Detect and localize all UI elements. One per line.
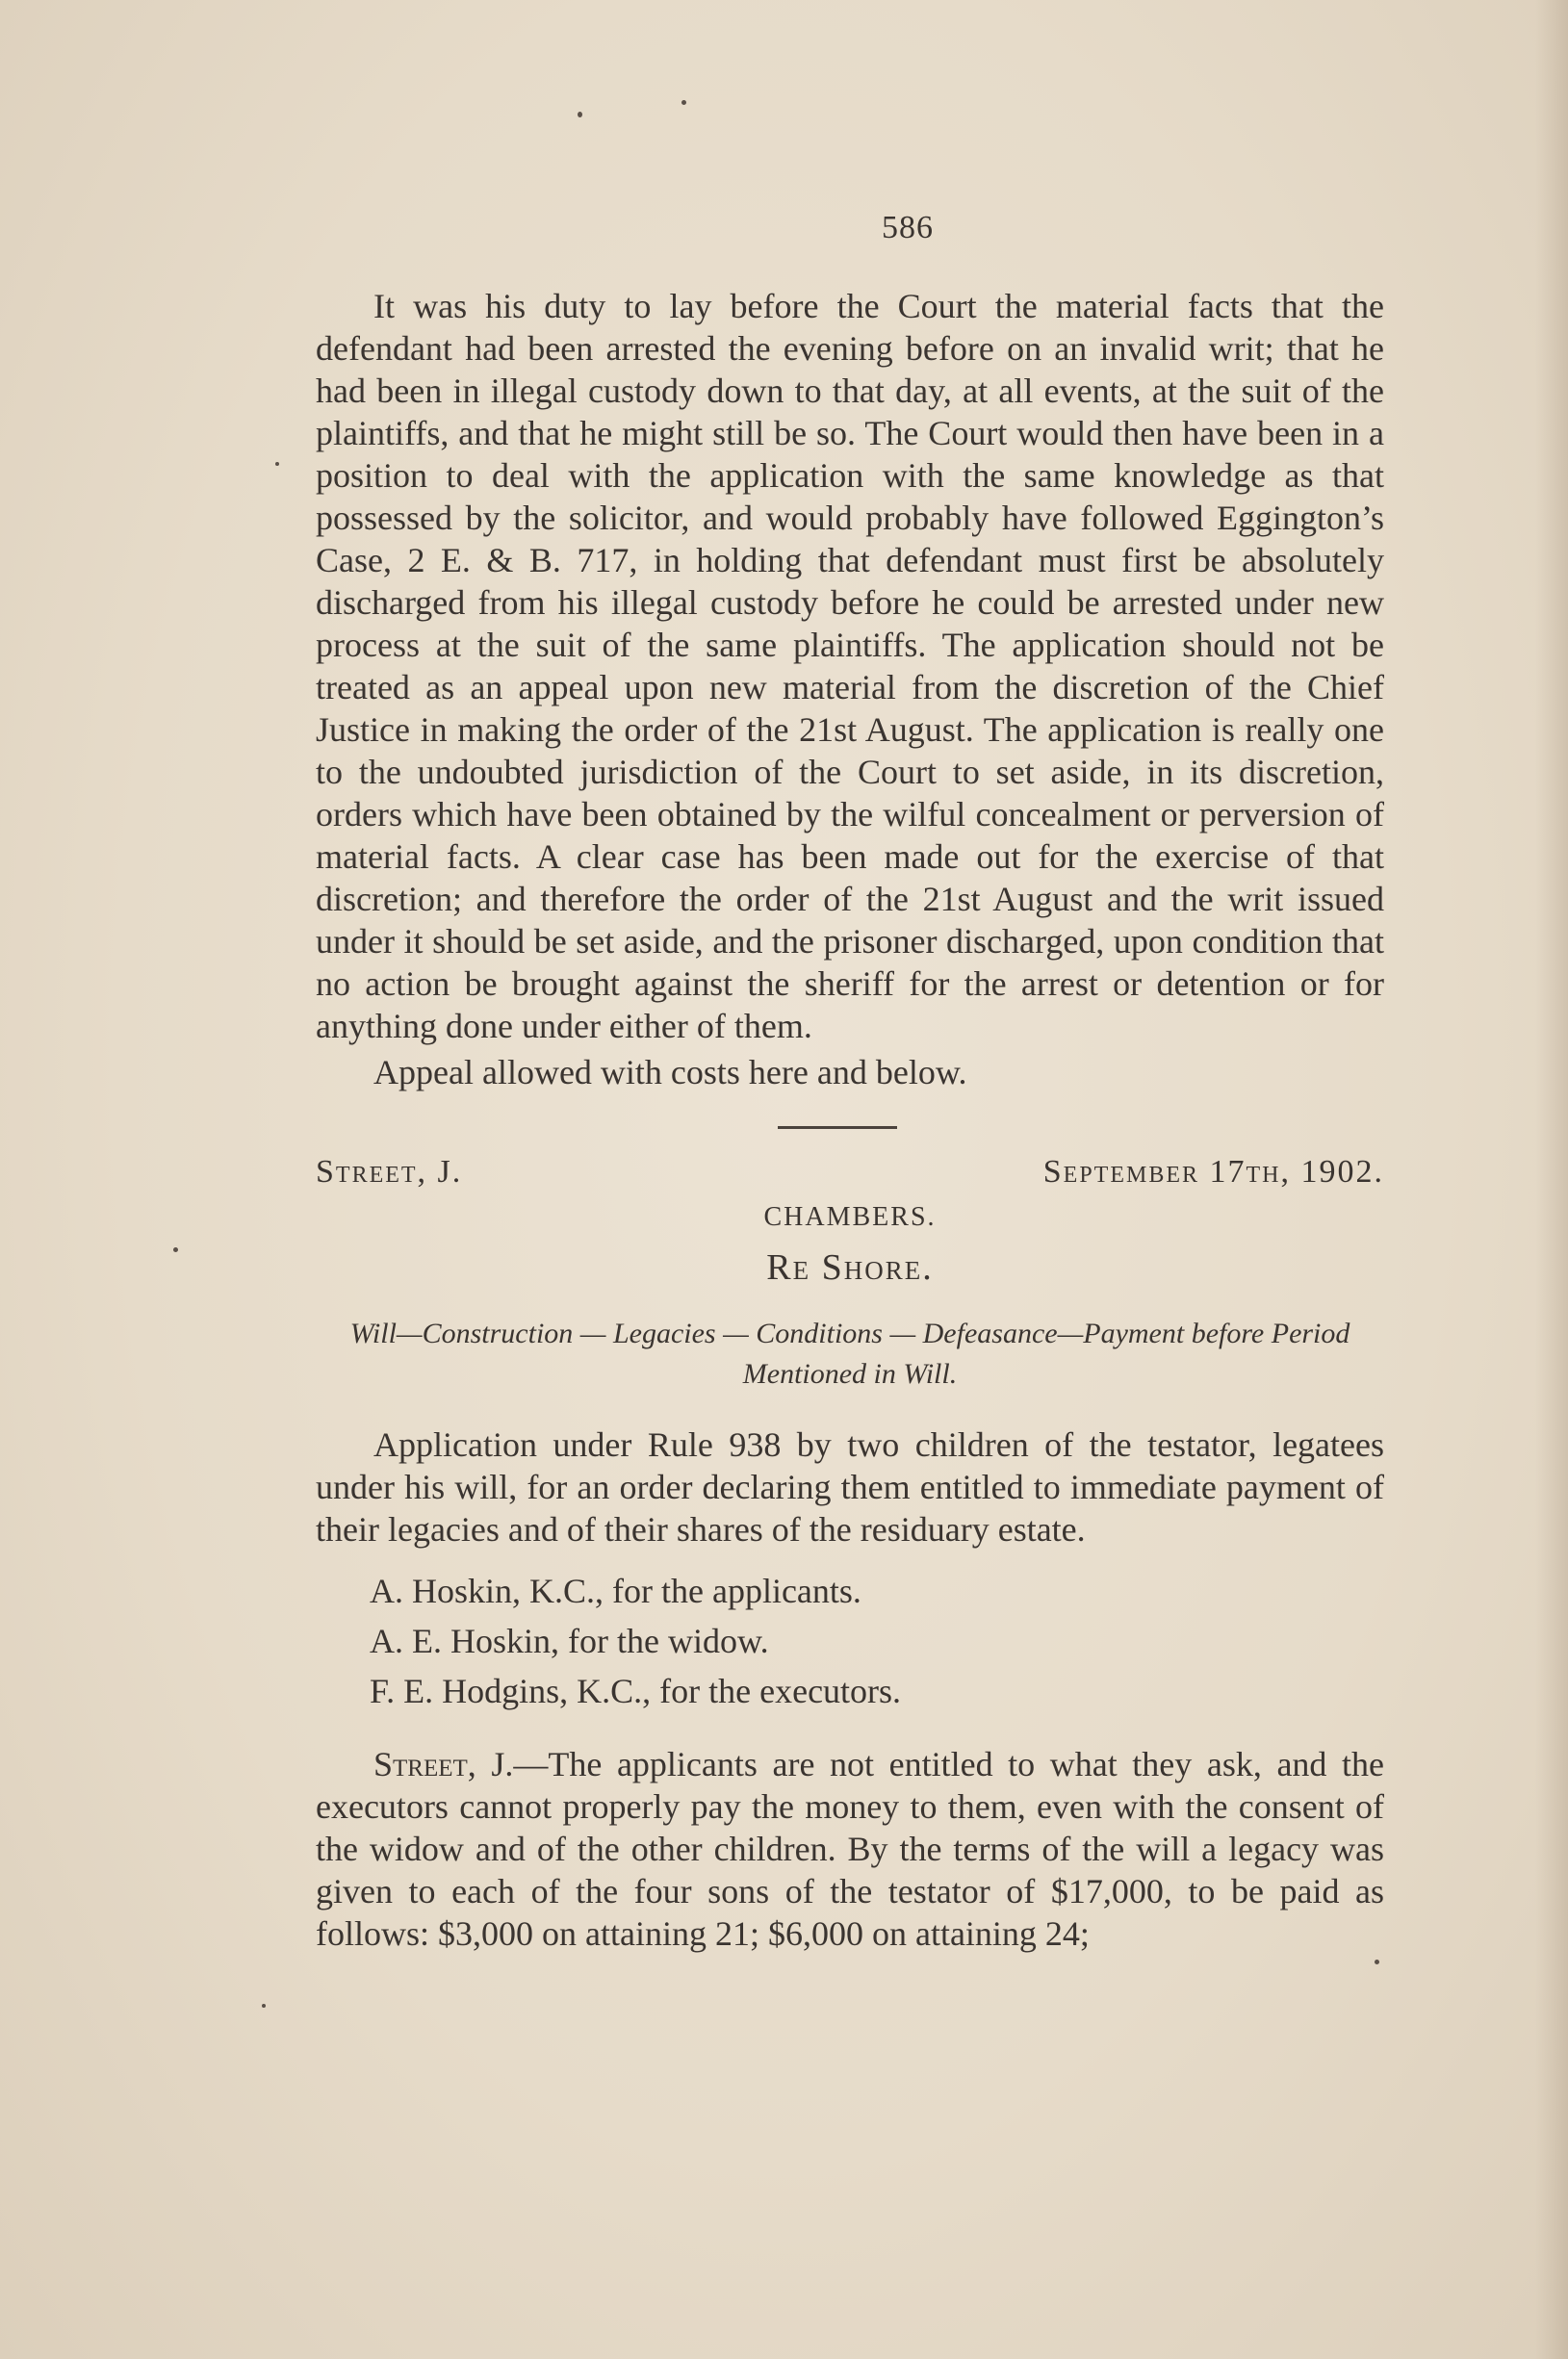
specks <box>173 1247 178 1252</box>
page-edge-shadow <box>1535 0 1568 2359</box>
page-number: 586 <box>882 210 934 245</box>
section-divider <box>778 1126 897 1129</box>
specks <box>681 100 686 105</box>
counsel-list <box>316 1566 1384 1716</box>
judgment-paragraph <box>316 1743 1384 1955</box>
specks <box>578 112 582 117</box>
judgment-text: —The applicants are not entitled to what they ask, and the executors cannot properly pay the money to them, even with the consent of the widow and of the other children. By the terms of the will a legacy was given to each of the four sons of the testator of $17,000, to be paid as follows: $3,000 on attaining 21; $6,000 on attaining 24; <box>316 1745 1384 1953</box>
page-content <box>316 210 1384 1955</box>
disposition: Appeal allowed with costs here and below. <box>373 1053 967 1091</box>
counsel-entry: A. E. Hoskin, for the widow. <box>370 1622 769 1660</box>
venue: CHAMBERS. <box>763 1202 937 1232</box>
body-paragraph: It was his duty to lay before the Court the material facts that the defendant had been arrested the evening before on an invalid writ; that he had been in illegal custody down to that day, at all events, at the suit of the plaintiffs, and that he might still be so. The Court would then have been in a position to deal with the application with the same knowledge as that possessed by the solicitor, and would probably have followed Eggington’s Case, 2 E. & B. 717, in holding that defendant must first be absolutely discharged from his illegal custody before he could be arrested under new process at the suit of the same plaintiffs. The application should not be treated as an appeal upon new material from the discretion of the Chief Justice in making the order of the 21st August. The application is really one to the undoubted jurisdiction of the Court to set aside, in its discretion, orders which have been obtained by the wilful concealment or perversion of material facts. A clear case has been made out for the exercise of that discretion; and therefore the order of the 21st August and the writ issued under it should be set aside, and the prisoner discharged, upon condition that no action be brought against the sheriff for the arrest or detention or for anything done under either of them. <box>316 287 1384 1045</box>
specks <box>1375 1960 1379 1964</box>
application-paragraph: Application under Rule 938 by two children of the testator, legatees under his will, for an order declaring them entitled to immediate payment of their legacies and of their shares of the residuary estate. <box>316 1425 1384 1549</box>
headnote: Will—Construction — Legacies — Conditions — Defeasance—Payment before Period Mentioned in Will. <box>349 1318 1350 1390</box>
judgment-judge: Street, J. <box>373 1745 514 1783</box>
counsel-entry: A. Hoskin, K.C., for the applicants. <box>370 1572 861 1610</box>
dateline-date: September 17th, 1902. <box>1042 1154 1384 1190</box>
dateline-judge: Street, J. <box>316 1154 463 1190</box>
counsel-entry: F. E. Hodgins, K.C., for the executors. <box>370 1672 902 1710</box>
specks <box>275 462 279 466</box>
case-dateline <box>316 1154 1384 1191</box>
specks <box>262 2004 266 2008</box>
case-name: Re Shore. <box>766 1247 934 1288</box>
